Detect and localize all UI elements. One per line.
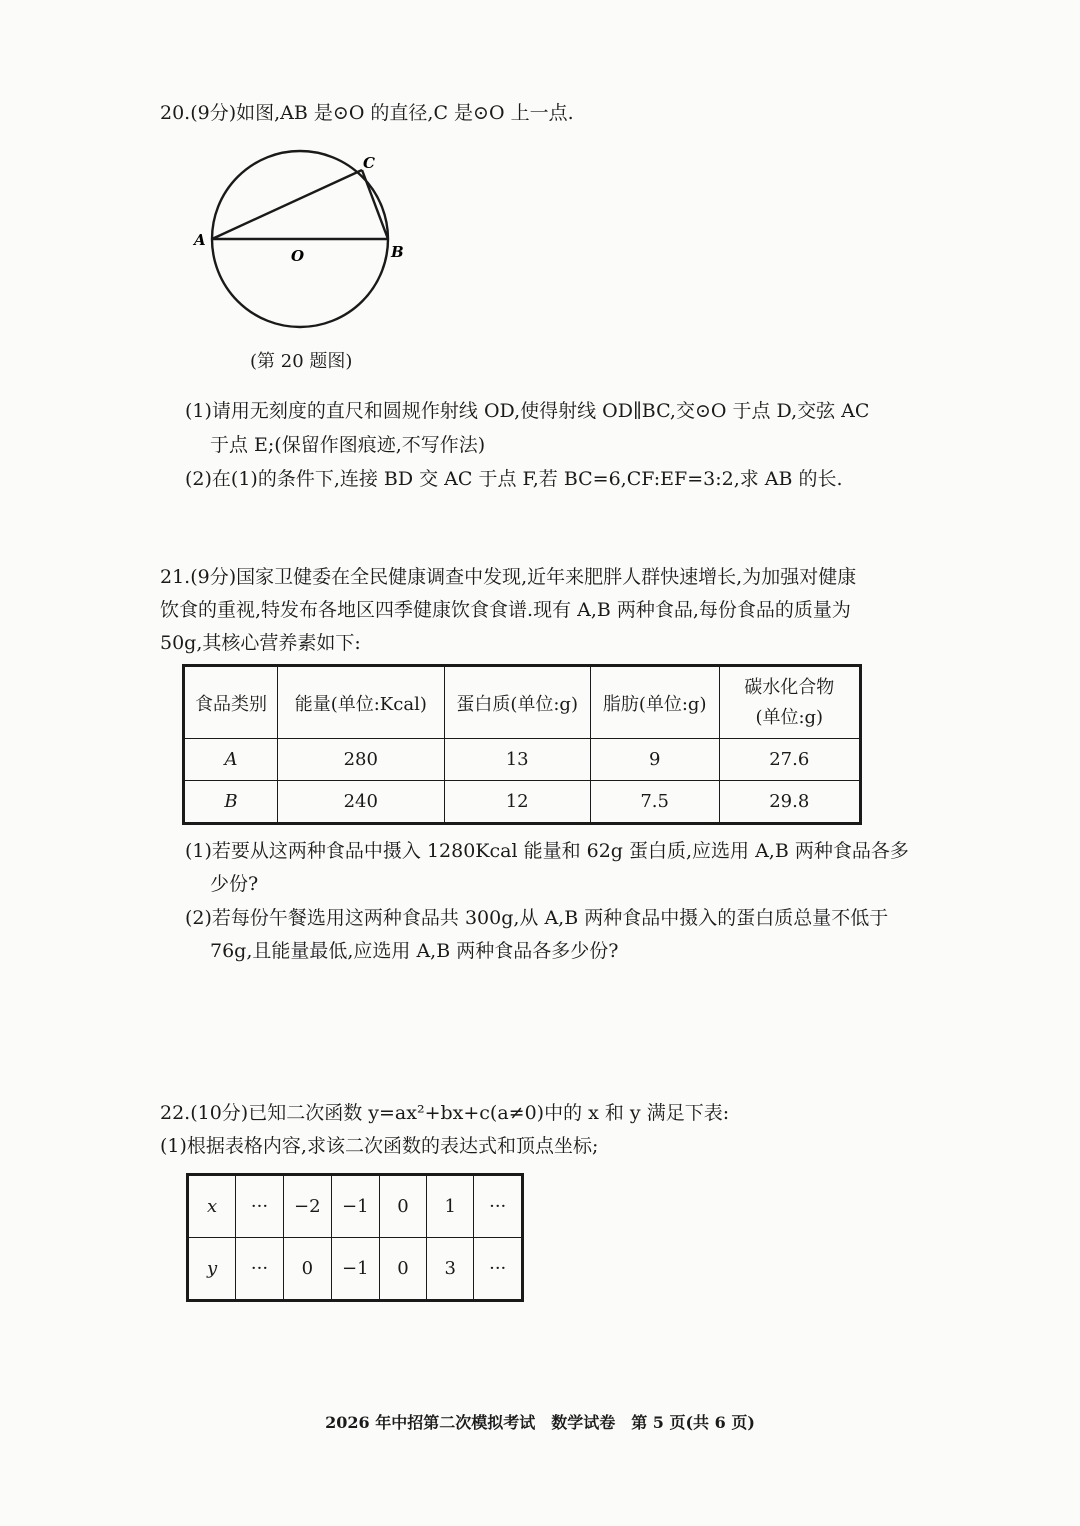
table-cell: 240: [278, 781, 444, 823]
table-cell: ···: [474, 1238, 522, 1300]
header-cell: 脂肪(单位:g): [590, 667, 719, 739]
q20-stem: 20.(9分)如图,AB 是⊙O 的直径,C 是⊙O 上一点.: [160, 102, 574, 124]
table-cell: 27.6: [719, 739, 859, 781]
table-cell: −1: [331, 1238, 379, 1300]
table-row: [185, 739, 860, 781]
label-b: B: [391, 243, 404, 261]
page-footer: 2026 年中招第二次模拟考试 数学试卷 第 5 页(共 6 页): [325, 1413, 755, 1432]
header-carb-line1: 碳水化合物: [744, 676, 835, 698]
table-row: [185, 781, 860, 823]
q20-part2: (2)在(1)的条件下,连接 BD 交 AC 于点 F,若 BC=6,CF:EF=3:2,求 AB 的长.: [185, 468, 843, 490]
label-o: O: [291, 247, 305, 265]
table-cell: 9: [590, 739, 719, 781]
table-cell: 12: [444, 781, 590, 823]
table-cell: 1: [427, 1176, 474, 1238]
label-c: C: [363, 154, 375, 172]
q21-part1-line1: (1)若要从这两种食品中摄入 1280Kcal 能量和 62g 蛋白质,应选用 A,B 两种食品各多: [185, 840, 909, 862]
table-header-row: [185, 667, 860, 739]
table-cell: −1: [331, 1176, 379, 1238]
table-cell: B: [185, 781, 278, 823]
table-cell: 0: [379, 1238, 426, 1300]
q22-part1: (1)根据表格内容,求该二次函数的表达式和顶点坐标;: [160, 1135, 599, 1157]
table-cell: 7.5: [590, 781, 719, 823]
table-cell: A: [185, 739, 278, 781]
table-row-x: [189, 1176, 522, 1238]
table-cell: 0: [379, 1176, 426, 1238]
circle-figure: [185, 135, 425, 350]
table-cell: 280: [278, 739, 444, 781]
table-cell: ···: [236, 1176, 284, 1238]
table-cell: 3: [427, 1238, 474, 1300]
header-cell: 蛋白质(单位:g): [444, 667, 590, 739]
nutrition-table: [184, 666, 860, 823]
q20-part1-line2: 于点 E;(保留作图痕迹,不写作法): [210, 434, 486, 456]
header-cell: [719, 667, 859, 739]
table-cell: 13: [444, 739, 590, 781]
table-cell: x: [189, 1176, 236, 1238]
q21-part2-line1: (2)若每份午餐选用这两种食品共 300g,从 A,B 两种食品中摄入的蛋白质总量不低于: [185, 907, 889, 929]
header-cell: 能量(单位:Kcal): [278, 667, 444, 739]
table-cell: 0: [283, 1238, 331, 1300]
table-cell: ···: [474, 1176, 522, 1238]
figure-caption: (第 20 题图): [250, 351, 353, 372]
q22-stem: 22.(10分)已知二次函数 y=ax²+bx+c(a≠0)中的 x 和 y 满足下表:: [160, 1102, 730, 1124]
table-row-y: [189, 1238, 522, 1300]
q20-part1-line1: (1)请用无刻度的直尺和圆规作射线 OD,使得射线 OD∥BC,交⊙O 于点 D,交弦 AC: [185, 400, 870, 422]
q21-stem-line2: 饮食的重视,特发布各地区四季健康饮食食谱.现有 A,B 两种食品,每份食品的质量为: [160, 599, 851, 621]
header-carb-line2: (单位:g): [755, 706, 824, 728]
chord-bc: [362, 170, 388, 239]
q21-stem-line3: 50g,其核心营养素如下:: [160, 632, 361, 654]
table-cell: 29.8: [719, 781, 859, 823]
label-a: A: [194, 231, 206, 249]
table-cell: −2: [283, 1176, 331, 1238]
header-cell: 食品类别: [185, 667, 278, 739]
q21-part2-line2: 76g,且能量最低,应选用 A,B 两种食品各多少份?: [210, 940, 619, 962]
table-cell: ···: [236, 1238, 284, 1300]
q21-stem-line1: 21.(9分)国家卫健委在全民健康调查中发现,近年来肥胖人群快速增长,为加强对健康: [160, 566, 857, 588]
q21-part1-line2: 少份?: [210, 873, 259, 895]
xy-table: [188, 1175, 522, 1300]
table-cell: y: [189, 1238, 236, 1300]
